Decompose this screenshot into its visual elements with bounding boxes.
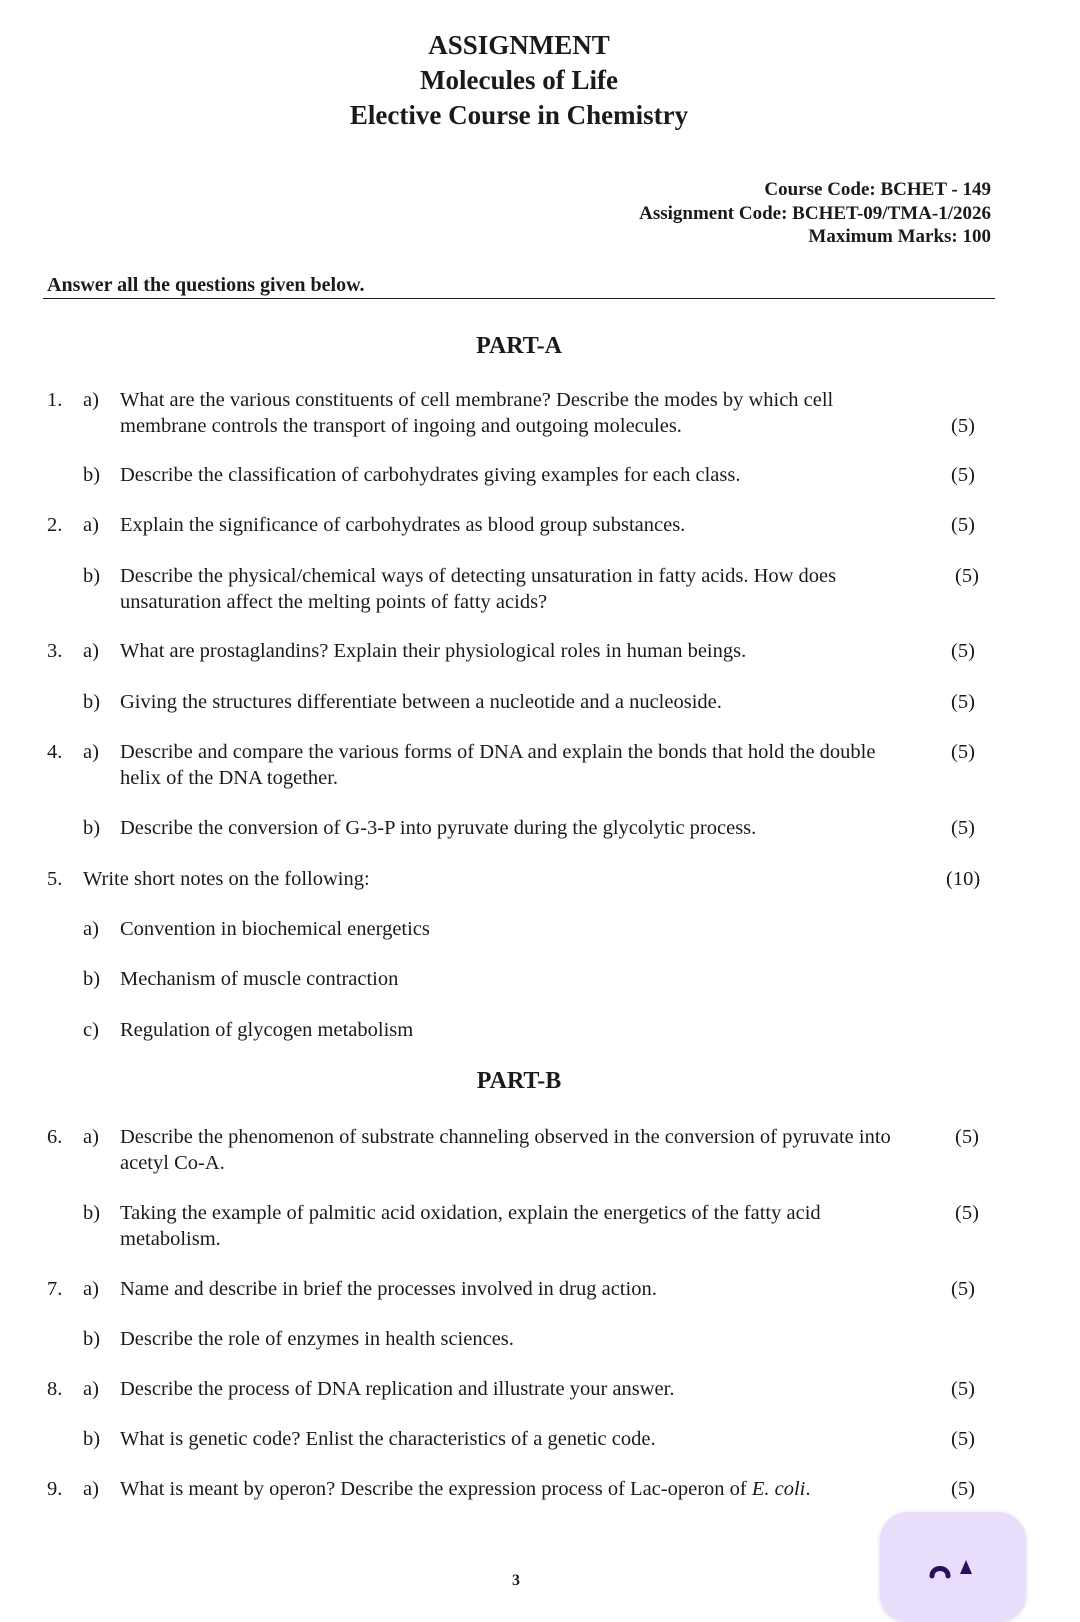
sub-label: b): [83, 817, 101, 839]
document-subtitle: Molecules of Life: [420, 65, 618, 95]
sub-label: b): [83, 1328, 101, 1350]
question-marks: (5): [951, 817, 975, 839]
question-text: Name and describe in brief the processes involved in drug action.: [120, 1278, 657, 1300]
question-marks: (5): [955, 1202, 979, 1224]
sub-label: b): [83, 565, 101, 587]
floating-assistant-button[interactable]: [880, 1512, 1026, 1622]
divider: [43, 298, 995, 299]
question-text: Giving the structures differentiate between a nucleotide and a nucleoside.: [120, 691, 722, 713]
assignment-code: Assignment Code: BCHET-09/TMA-1/2026: [639, 202, 991, 224]
sub-label: b): [83, 691, 101, 713]
question-number: 3.: [47, 640, 63, 662]
question-marks: (5): [951, 415, 975, 437]
question-text: Taking the example of palmitic acid oxidation, explain the energetics of the fatty acid metabolism.: [120, 1202, 821, 1250]
sub-label: b): [83, 1428, 101, 1450]
part-a-heading: PART-A: [476, 333, 562, 359]
question-text: Describe and compare the various forms of DNA and explain the bonds that hold the double helix of the DNA together.: [120, 741, 876, 789]
question-marks: (5): [951, 1378, 975, 1400]
part-b-heading: PART-B: [476, 1068, 562, 1094]
question-text: What is genetic code? Enlist the characteristics of a genetic code.: [120, 1428, 656, 1450]
question-marks: (5): [951, 1278, 975, 1300]
question-number: 8.: [47, 1378, 63, 1400]
maximum-marks: Maximum Marks: 100: [808, 226, 991, 247]
question-text: Describe the conversion of G-3-P into pyruvate during the glycolytic process.: [120, 817, 757, 839]
question-text: Regulation of glycogen metabolism: [120, 1019, 414, 1041]
sub-label: a): [83, 1278, 99, 1300]
question-text: Explain the significance of carbohydrates as blood group substances.: [120, 514, 686, 536]
question-text: Describe the phenomenon of substrate channeling observed in the conversion of pyruvate into acetyl Co-A.: [120, 1126, 891, 1174]
question-marks: (5): [955, 565, 979, 587]
question-marks: (10): [946, 868, 981, 890]
question-marks: (5): [951, 1478, 975, 1500]
course-code: Course Code: BCHET - 149: [764, 179, 991, 200]
sub-label: a): [83, 918, 99, 940]
question-number: 7.: [47, 1278, 63, 1300]
question-text: Write short notes on the following:: [83, 868, 370, 890]
document-title: ASSIGNMENT: [428, 30, 610, 60]
question-text: Describe the classification of carbohydrates giving examples for each class.: [120, 464, 741, 486]
sub-label: c): [83, 1019, 99, 1041]
question-text: Describe the physical/chemical ways of detecting unsaturation in fatty acids. How does unsaturation affect the melting points of fatty acids?: [120, 565, 837, 613]
question-text: Describe the role of enzymes in health sciences.: [120, 1328, 514, 1350]
sub-label: b): [83, 968, 101, 990]
question-text: [120, 1476, 920, 1502]
question-number: 1.: [47, 389, 63, 411]
instruction-text: Answer all the questions given below.: [47, 274, 365, 296]
question-marks: (5): [951, 1428, 975, 1450]
question-number: 5.: [47, 868, 63, 890]
course-name: Elective Course in Chemistry: [349, 100, 689, 130]
course-codes: [639, 178, 991, 249]
sub-label: b): [83, 464, 101, 486]
sub-label: a): [83, 514, 99, 536]
sub-label: a): [83, 741, 99, 763]
question-number: 2.: [47, 514, 63, 536]
question-number: 9.: [47, 1478, 63, 1500]
sub-label: b): [83, 1202, 101, 1224]
question-text: Mechanism of muscle contraction: [120, 968, 399, 990]
sub-label: a): [83, 640, 99, 662]
document-header: [0, 28, 1038, 133]
question-marks: (5): [951, 691, 975, 713]
sub-label: a): [83, 389, 99, 411]
sub-label: a): [83, 1478, 99, 1500]
organism-name: E. coli: [751, 1478, 806, 1500]
sparkle-assistant-icon: [928, 1556, 980, 1580]
question-marks: (5): [951, 514, 975, 536]
question-text-main: What is meant by operon? Describe the expression process of Lac-operon of: [120, 1478, 752, 1500]
question-text: Describe the process of DNA replication and illustrate your answer.: [120, 1378, 675, 1400]
question-text-end: .: [805, 1478, 811, 1500]
question-text: Convention in biochemical energetics: [120, 918, 430, 940]
question-marks: (5): [951, 741, 975, 763]
sub-label: a): [83, 1126, 99, 1148]
question-text: What are the various constituents of cell membrane? Describe the modes by which cell membrane controls the transport of ingoing and outgoing molecules.: [120, 389, 834, 437]
question-number: 6.: [47, 1126, 63, 1148]
question-text: What are prostaglandins? Explain their physiological roles in human beings.: [120, 640, 747, 662]
question-marks: (5): [951, 464, 975, 486]
question-number: 4.: [47, 741, 63, 763]
sub-label: a): [83, 1378, 99, 1400]
question-marks: (5): [951, 640, 975, 662]
page-number: 3: [512, 1572, 520, 1589]
question-marks: (5): [955, 1126, 979, 1148]
